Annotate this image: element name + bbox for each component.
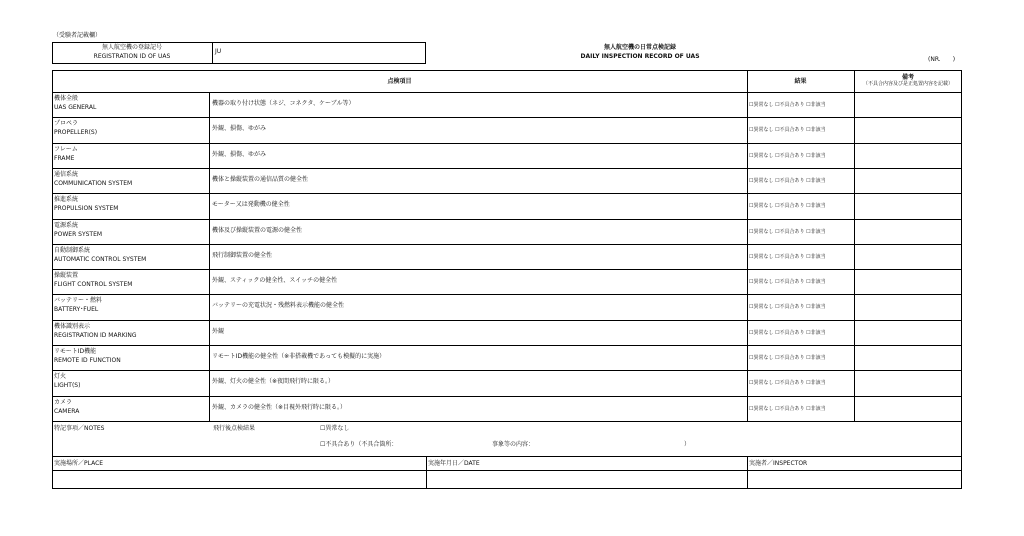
row-remarks-field[interactable] [855,118,961,141]
row-check-detail: 機体と操縦装置の通信品質の健全性 [212,175,309,183]
row-item-en: CAMERA [54,407,80,415]
header-item: 点検項目 [387,78,412,85]
row-item-en: LIGHT(S) [54,382,81,390]
footer-place-field[interactable] [53,471,425,488]
row-remarks-field[interactable] [855,346,961,369]
row-item-ja: カメラ [54,398,73,406]
row-remarks-field[interactable] [855,245,961,268]
header-remarks-sub: （不具合内容及び是正処置内容を記載） [862,81,953,87]
row-item-en: AUTOMATIC CONTROL SYSTEM [54,255,147,263]
row-item-ja: 自動制御系統 [54,246,91,254]
row-check-detail: 飛行制御装置の健全性 [212,251,273,259]
row-check-detail: 機器の取り付け状態（ネジ、コネクタ、ケーブル等） [212,100,355,107]
row-item-ja: プロペラ [54,120,79,128]
registration-label-ja: 無人航空機の登録記号 [101,44,162,51]
row-item-ja: 灯火 [54,373,67,381]
header-remarks: 備考 [901,74,914,81]
row-remarks-field[interactable] [855,397,961,420]
row-check-detail: 外観、スティックの健全性、スイッチの健全性 [212,277,338,285]
row-item-en: COMMUNICATION SYSTEM [54,179,133,187]
row-check-detail: 外観、損傷、ゆがみ [212,125,267,133]
issue-checkbox[interactable]: ☐不具合あり（不具合箇所： [320,441,398,448]
row-remarks-field[interactable] [855,321,961,344]
row-item-en: FLIGHT CONTROL SYSTEM [54,281,133,289]
header-result: 結果 [794,78,807,85]
row-item-ja: バッテリー・燃料 [54,297,103,305]
row-item-ja: 通信系統 [54,170,79,178]
row-result-options[interactable]: ☐異常なし ☐不具合あり ☐非該当 [749,279,826,286]
row-result-options[interactable]: ☐異常なし ☐不具合あり ☐非該当 [749,329,826,336]
row-item-en: REMOTE ID FUNCTION [54,357,121,364]
row-result-options[interactable]: ☐異常なし ☐不具合あり ☐非該当 [749,304,826,311]
notes-label: 特記事項／NOTES [54,425,105,432]
row-remarks-field[interactable] [855,295,961,318]
row-check-detail: 外観、灯火の健全性（※夜間飛行時に限る。） [212,378,335,386]
row-result-options[interactable]: ☐異常なし ☐不具合あり ☐非該当 [749,203,826,210]
row-result-options[interactable]: ☐異常なし ☐不具合あり ☐非該当 [749,405,826,412]
examinee-note: （受験者記載欄） [53,32,102,39]
title-ja: 無人航空機の日常点検記録 [603,44,676,51]
row-result-options[interactable]: ☐異常なし ☐不具合あり ☐非該当 [749,152,826,159]
row-check-detail: モーター又は発動機の健全性 [212,201,290,209]
row-check-detail: バッテリーの充電状況・残燃料表示機能の健全性 [212,302,345,310]
notes-close-paren: ） [684,441,691,448]
record-number[interactable]: (NR. ) [928,56,956,63]
row-item-en: REGISTRATION ID MARKING [54,331,137,339]
footer-inspector-field[interactable] [748,471,961,488]
row-remarks-field[interactable] [855,194,961,217]
row-item-en: FRAME [54,154,75,162]
row-item-ja: リモートID機能 [54,348,97,355]
row-item-ja: 操縦装置 [54,272,79,280]
footer-date-field[interactable] [427,471,746,488]
row-remarks-field[interactable] [855,270,961,293]
footer-place-label: 実施場所／PLACE [54,460,104,467]
row-item-en: UAS GENERAL [54,104,97,111]
row-remarks-field[interactable] [855,169,961,192]
post-flight-label: 飛行後点検結果 [213,425,256,432]
row-remarks-field[interactable] [855,144,961,167]
row-result-options[interactable]: ☐異常なし ☐不具合あり ☐非該当 [749,380,826,387]
row-remarks-field[interactable] [855,220,961,243]
row-item-ja: 電源系統 [54,221,79,229]
row-result-options[interactable]: ☐異常なし ☐不具合あり ☐非該当 [749,127,826,134]
row-item-en: PROPULSION SYSTEM [54,205,119,213]
row-result-options[interactable]: ☐異常なし ☐不具合あり ☐非該当 [749,253,826,260]
row-item-en: BATTERY･FUEL [54,306,99,314]
row-item-ja: 機体全般 [54,95,79,102]
row-check-detail: 外観、損傷、ゆがみ [212,150,267,158]
row-remarks-field[interactable] [855,371,961,394]
row-result-options[interactable]: ☐異常なし ☐不具合あり ☐非該当 [749,177,826,184]
row-item-en: PROPELLER(S) [54,129,98,137]
registration-label-en: REGISTRATION ID OF UAS [93,53,171,60]
row-item-ja: 機体識別表示 [54,322,91,330]
row-check-detail: リモートID機能の健全性（※非搭載機であっても模擬的に実施） [212,353,386,360]
title-en: DAILY INSPECTION RECORD OF UAS [580,53,700,60]
event-content-label: 事象等の内容： [492,441,535,448]
row-result-options[interactable]: ☐異常なし ☐不具合あり ☐非該当 [749,102,826,108]
footer-inspector-label: 実施者／INSPECTOR [749,460,808,467]
row-check-detail: 外観、カメラの健全性（※目視外飛行時に限る。） [212,403,347,411]
registration-value[interactable]: JU [215,48,222,55]
row-result-options[interactable]: ☐異常なし ☐不具合あり ☐非該当 [749,355,826,361]
row-remarks-field[interactable] [855,93,961,116]
row-item-ja: フレーム [54,145,78,153]
row-result-options[interactable]: ☐異常なし ☐不具合あり ☐非該当 [749,228,826,235]
row-check-detail: 外観 [212,327,225,335]
row-item-ja: 推進系統 [54,196,79,204]
no-issue-checkbox[interactable]: ☐異常なし [320,425,350,432]
footer-date-label: 実施年月日／DATE [428,460,480,467]
row-check-detail: 機体及び操縦装置の電源の健全性 [212,226,303,234]
row-item-en: POWER SYSTEM [54,230,103,238]
